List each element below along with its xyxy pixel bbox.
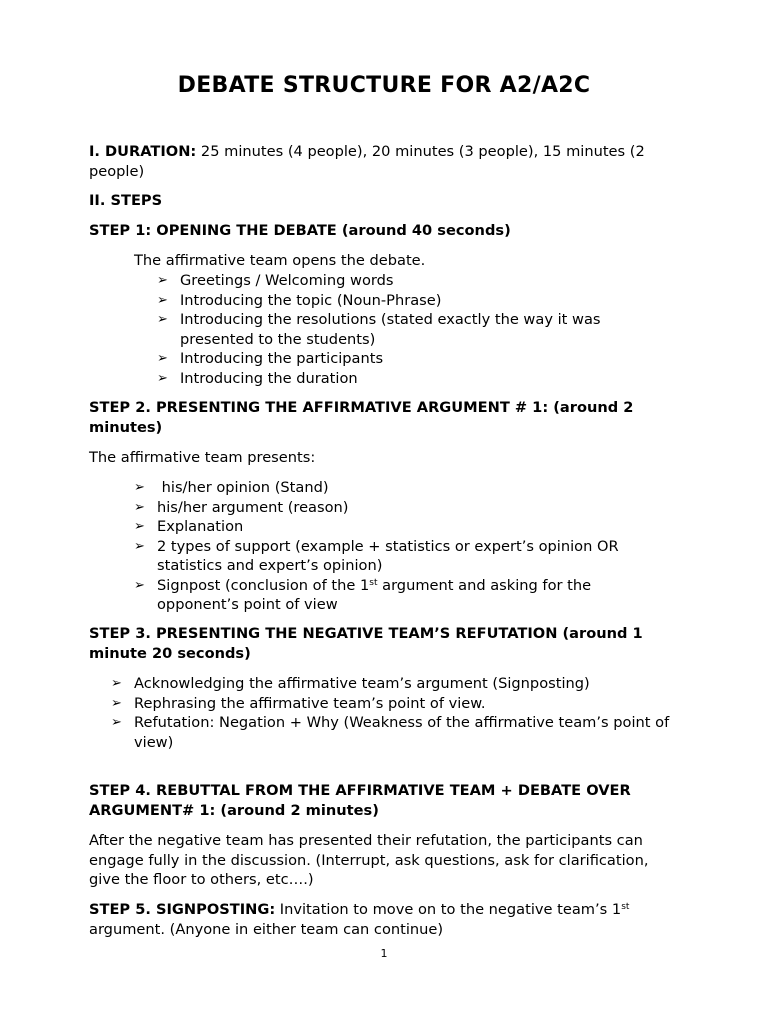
list-item [111,694,671,714]
step5-text-post: argument. (Anyone in either team can continue) [89,920,444,938]
list-item-text: his/her opinion (Stand) [157,479,329,496]
arrow-bullet-icon: ➢ [157,292,168,308]
step3-list [111,674,671,752]
steps-heading: II. STEPS [89,192,163,209]
list-item-text: Introducing the duration [180,369,358,387]
list-item [157,369,657,389]
arrow-bullet-icon: ➢ [111,715,122,730]
step5-paragraph [89,900,669,939]
list-item-text: his/her argument (reason) [157,498,349,516]
list-item [157,291,657,311]
step2-intro: The affirmative team presents: [89,449,316,466]
list-item [157,349,657,369]
list-item [134,537,654,576]
step4-text: After the negative team has presented their refutation, the participants can engage fully in the discussion. (Interrupt, ask questions, ask for clarification, give the floor to others, etc….) [89,832,649,888]
list-item-text: 2 types of support (example + statistics or expert’s opinion OR statistics and expert’s opinion) [157,537,619,574]
step5-text-pre: Invitation to move on to the negative team’s 1 [275,901,622,918]
list-item-text: Introducing the resolutions (stated exactly the way it was presented to the students) [180,311,601,348]
list-item-text: Rephrasing the affirmative team’s point of view. [134,694,486,712]
signpost-text-post: argument and asking for the opponent’s point of view [157,576,592,613]
arrow-bullet-icon: ➢ [134,519,145,534]
list-item [157,271,657,291]
list-item-text: Introducing the participants [180,350,384,367]
duration-paragraph [89,142,679,181]
duration-label: I. DURATION: [89,143,197,160]
arrow-bullet-icon: ➢ [134,538,145,554]
list-item [111,674,671,694]
arrow-bullet-icon: ➢ [111,676,122,691]
list-item-text: Introducing the topic (Noun-Phrase) [180,291,442,309]
arrow-bullet-icon: ➢ [111,695,122,711]
page-number: 1 [380,947,388,960]
arrow-bullet-icon: ➢ [134,499,145,515]
list-item [134,517,654,537]
list-item-text: Greetings / Welcoming words [180,272,394,289]
duration-text: 25 minutes (4 people), 20 minutes (3 people), 15 minutes (2 people) [89,143,645,180]
ordinal-sup: st [369,577,378,588]
list-item [134,478,654,498]
ordinal-sup: st [621,902,630,912]
signpost-text-pre: Signpost (conclusion of the 1 [157,576,370,594]
list-item [134,498,654,518]
step1-intro: The affirmative team opens the debate. [134,252,426,269]
list-item [157,310,657,349]
step4-heading: STEP 4. REBUTTAL FROM THE AFFIRMATIVE TEAM + DEBATE OVER ARGUMENT# 1: (around 2 minutes) [89,782,631,819]
arrow-bullet-icon: ➢ [157,273,168,288]
list-item [134,576,654,615]
page-title: DEBATE STRUCTURE FOR A2/A2C [177,73,591,98]
arrow-bullet-icon: ➢ [157,370,168,386]
step2-list [134,478,654,615]
arrow-bullet-icon: ➢ [157,312,168,327]
step2-heading: STEP 2. PRESENTING THE AFFIRMATIVE ARGUMENT # 1: (around 2 minutes) [89,399,634,436]
step1-heading: STEP 1: OPENING THE DEBATE (around 40 seconds) [89,222,511,239]
arrow-bullet-icon: ➢ [134,480,145,495]
arrow-bullet-icon: ➢ [134,577,145,593]
step5-label: STEP 5. SIGNPOSTING: [89,901,276,918]
list-item-text: Explanation [157,518,244,535]
step1-list [157,271,657,388]
list-item-text: Refutation: Negation + Why (Weakness of the affirmative team’s point of view) [134,714,670,751]
step3-heading: STEP 3. PRESENTING THE NEGATIVE TEAM’S REFUTATION (around 1 minute 20 seconds) [89,625,643,662]
arrow-bullet-icon: ➢ [157,351,168,366]
list-item [111,713,671,752]
list-item-text: Acknowledging the affirmative team’s argument (Signposting) [134,675,590,692]
